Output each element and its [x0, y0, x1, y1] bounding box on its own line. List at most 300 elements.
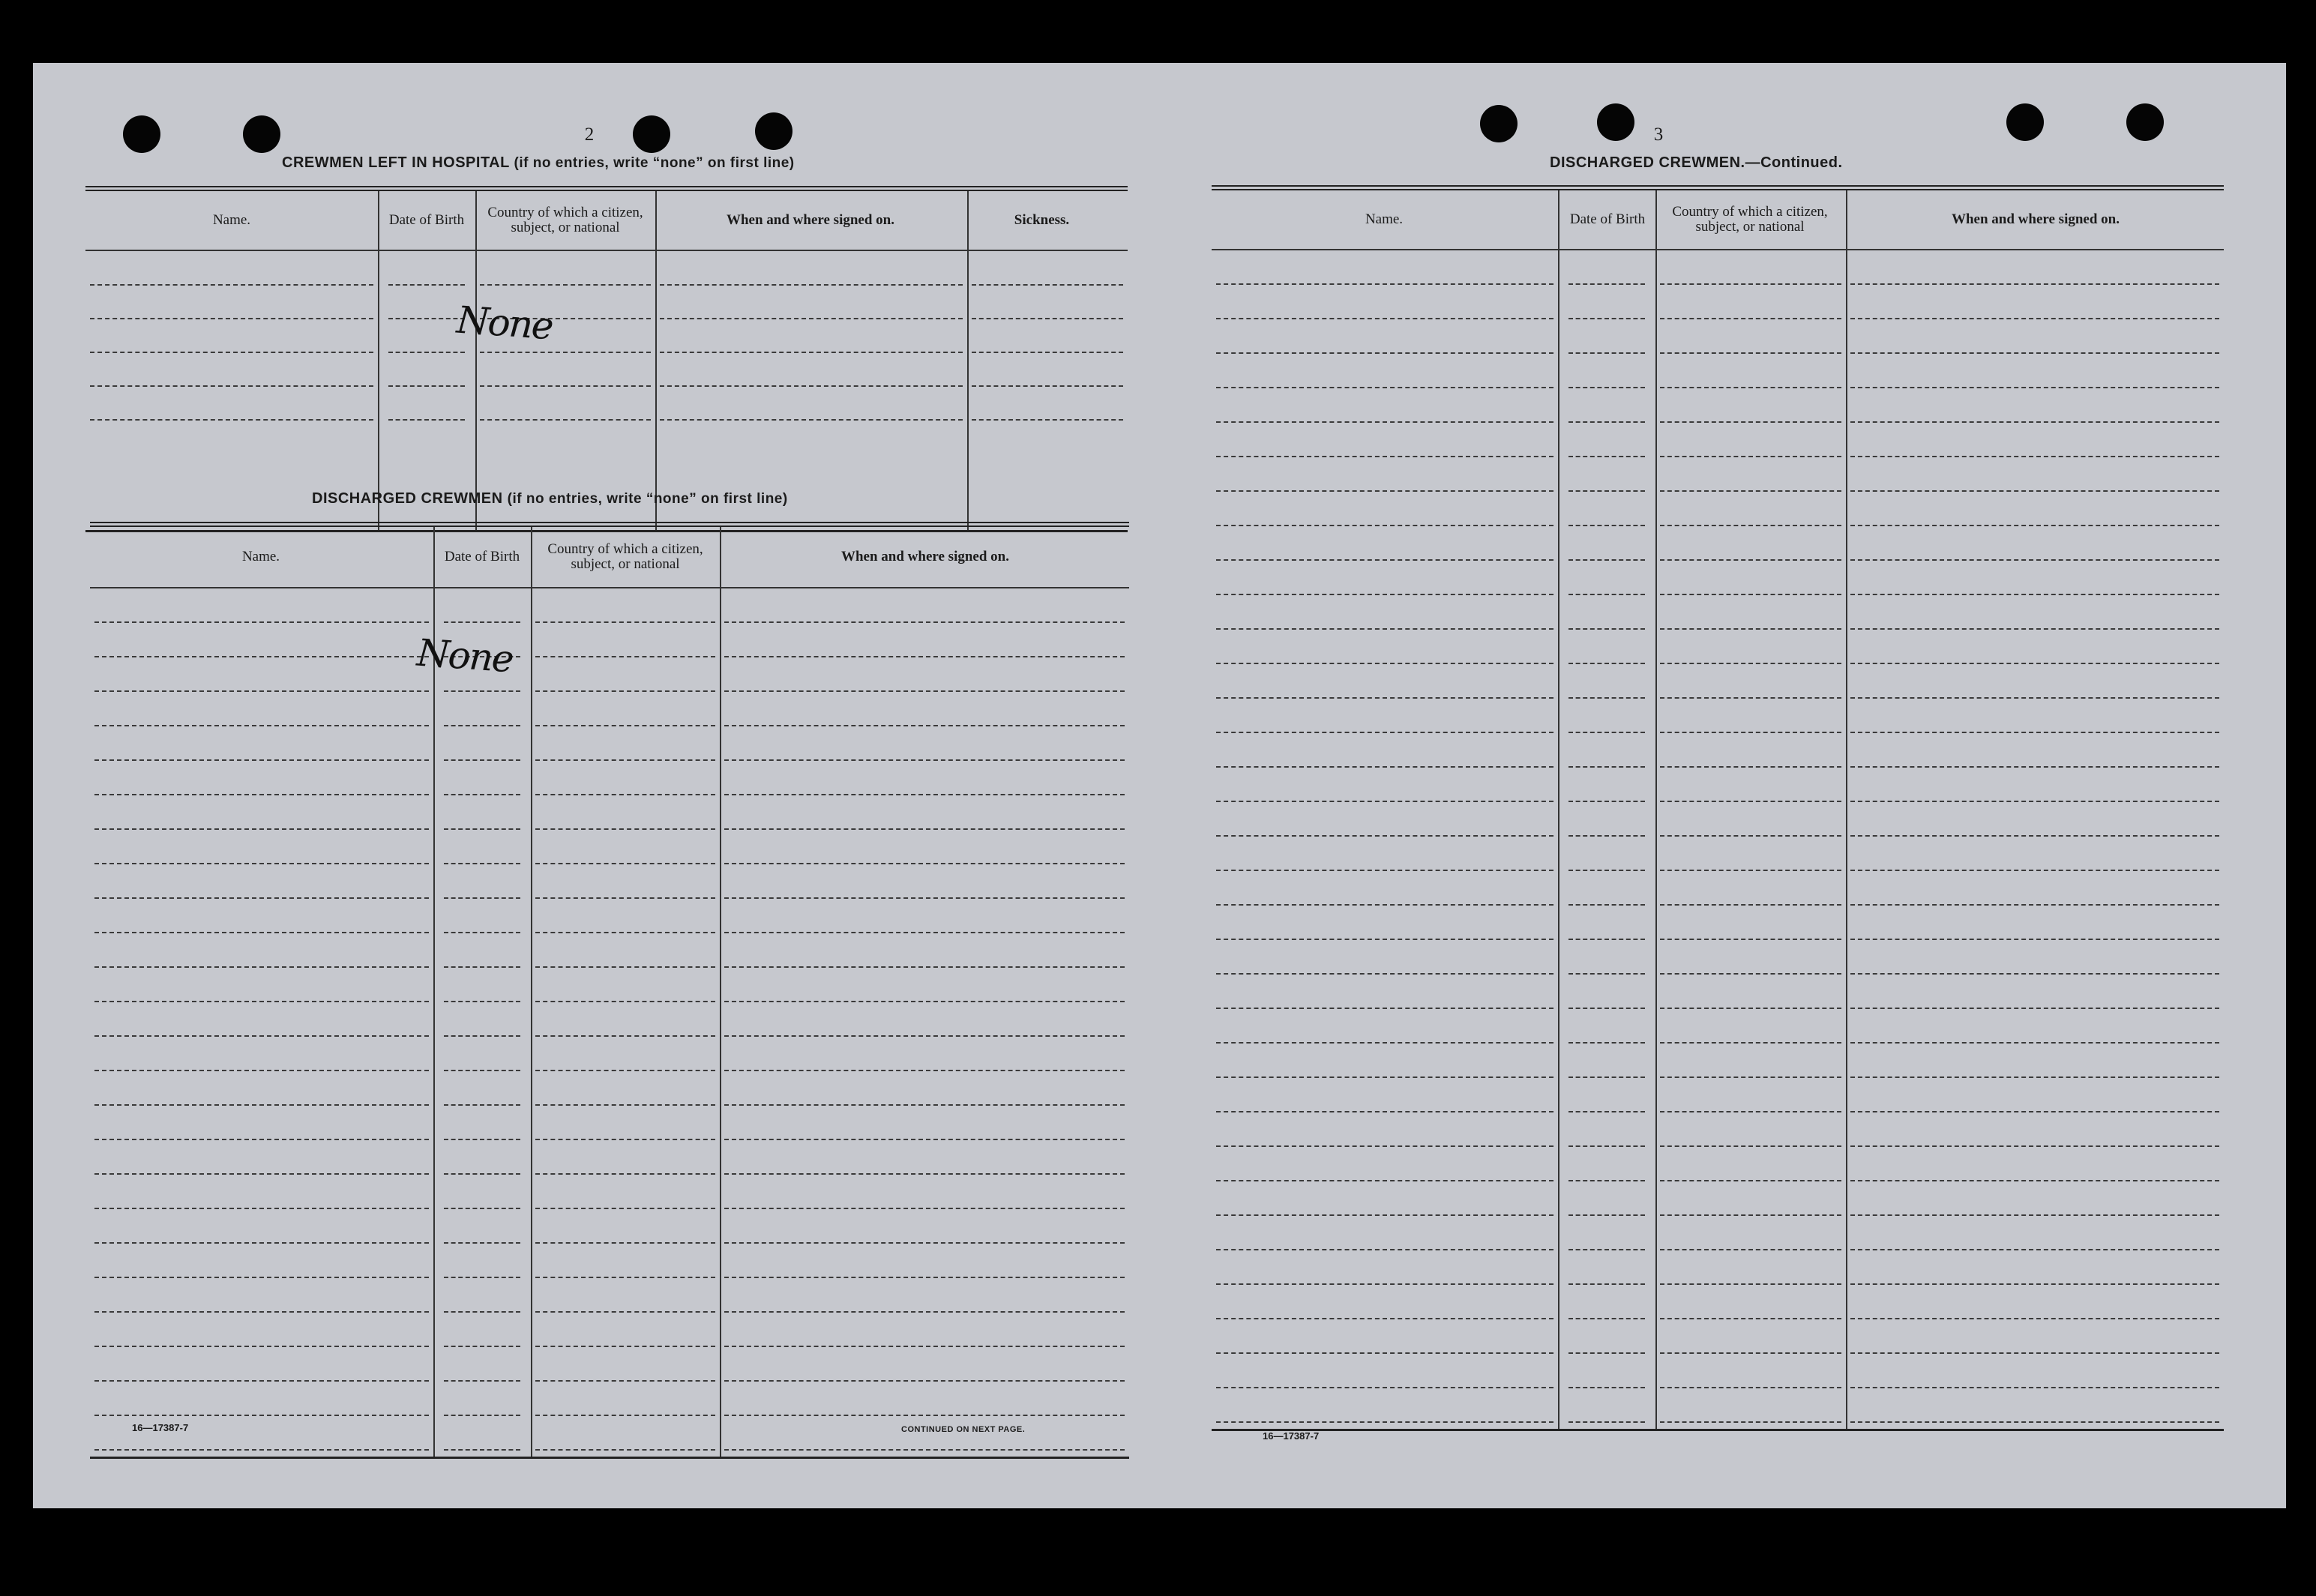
ruled-line — [535, 1242, 715, 1244]
page-2 — [33, 63, 1158, 1508]
hospital-section-title — [282, 154, 795, 172]
ruled-line — [1216, 456, 1553, 457]
col-header-sickness: Sickness. — [1014, 212, 1070, 228]
ruled-line — [1660, 697, 1841, 699]
ruled-line — [444, 1415, 520, 1416]
ruled-line — [1660, 1421, 1841, 1423]
col-header-dob: Date of Birth — [1569, 211, 1646, 227]
ruled-line — [1850, 387, 2219, 388]
ruled-line — [535, 1311, 715, 1313]
ruled-line — [1568, 387, 1645, 388]
ruled-line — [444, 1173, 520, 1175]
ruled-line — [1568, 318, 1645, 319]
ruled-line — [1216, 1352, 1553, 1354]
ruled-line — [724, 966, 1125, 968]
ruled-line — [388, 385, 465, 387]
ruled-line — [1216, 732, 1553, 733]
ruled-line — [535, 1139, 715, 1140]
ruled-line — [444, 1139, 520, 1140]
form-code: 16—17387-7 — [1263, 1430, 1320, 1442]
ruled-line — [94, 690, 429, 692]
handwritten-entry: None — [455, 298, 554, 349]
ruled-line — [535, 690, 715, 692]
hospital-title-text: CREWMEN LEFT IN HOSPITAL — [282, 154, 510, 171]
ruled-line — [90, 352, 373, 353]
ruled-line — [94, 1415, 429, 1416]
ruled-line — [1850, 318, 2219, 319]
ruled-line — [535, 621, 715, 623]
ruled-line — [444, 1070, 520, 1071]
discharged-title-text: DISCHARGED CREWMEN — [312, 490, 503, 507]
ruled-line — [1660, 1145, 1841, 1147]
ruled-line — [94, 1035, 429, 1037]
ruled-line — [972, 419, 1123, 421]
ruled-line — [94, 759, 429, 761]
ruled-line — [444, 1208, 520, 1209]
ruled-line — [972, 352, 1123, 353]
ruled-line — [1568, 490, 1645, 492]
ruled-line — [724, 932, 1125, 933]
ruled-line — [1850, 421, 2219, 423]
ruled-line — [724, 1035, 1125, 1037]
ruled-line — [94, 863, 429, 864]
header-rule — [85, 250, 1128, 251]
ruled-line — [1568, 283, 1645, 285]
ruled-line — [724, 1242, 1125, 1244]
ruled-line — [1850, 1387, 2219, 1388]
discharged-table — [90, 522, 1129, 1457]
ruled-line — [972, 318, 1123, 319]
ruled-line — [1660, 801, 1841, 802]
ruled-line — [1216, 628, 1553, 630]
ruled-line — [480, 284, 651, 286]
ruled-line — [535, 759, 715, 761]
ruled-line — [1850, 594, 2219, 595]
ruled-line — [1216, 870, 1553, 871]
ruled-line — [388, 318, 465, 319]
ruled-line — [724, 794, 1125, 795]
ruled-line — [1660, 1387, 1841, 1388]
form-code: 16—17387-7 — [132, 1422, 189, 1433]
ruled-line — [1850, 904, 2219, 906]
ruled-line — [94, 1380, 429, 1382]
ruled-line — [90, 385, 373, 387]
punch-hole — [1480, 105, 1518, 142]
ruled-line — [1568, 835, 1645, 837]
ruled-line — [94, 1104, 429, 1106]
ruled-line — [535, 932, 715, 933]
ruled-line — [1660, 870, 1841, 871]
ruled-line — [444, 1449, 520, 1451]
ruled-line — [1660, 594, 1841, 595]
ruled-line — [660, 318, 963, 319]
punch-hole — [123, 115, 160, 153]
ruled-line — [1850, 1180, 2219, 1181]
header-rule — [90, 587, 1129, 588]
ruled-line — [1850, 1076, 2219, 1078]
ruled-line — [535, 794, 715, 795]
discharged-continued-table — [1212, 185, 2224, 1429]
ruled-line — [90, 419, 373, 421]
ruled-line — [972, 385, 1123, 387]
ruled-line — [724, 1208, 1125, 1209]
ruled-line — [1216, 939, 1553, 940]
ruled-line — [1216, 352, 1553, 354]
ruled-line — [1850, 1249, 2219, 1250]
ruled-line — [535, 1277, 715, 1278]
col-header-signed-on: When and where signed on. — [840, 549, 1009, 564]
ruled-line — [1216, 1283, 1553, 1285]
ruled-line — [535, 1449, 715, 1451]
ruled-line — [1568, 1042, 1645, 1044]
ruled-line — [1216, 801, 1553, 802]
ruled-line — [480, 385, 651, 387]
ruled-line — [480, 419, 651, 421]
ruled-line — [94, 1449, 429, 1451]
ruled-line — [1850, 525, 2219, 526]
ruled-line — [444, 897, 520, 899]
ruled-line — [94, 621, 429, 623]
ruled-line — [724, 828, 1125, 830]
ruled-line — [1216, 490, 1553, 492]
ruled-line — [1568, 559, 1645, 561]
ruled-line — [1216, 559, 1553, 561]
ruled-line — [1568, 973, 1645, 975]
ruled-line — [724, 1380, 1125, 1382]
ruled-line — [1660, 1352, 1841, 1354]
ruled-line — [444, 1277, 520, 1278]
ruled-line — [94, 656, 429, 657]
ruled-line — [724, 1070, 1125, 1071]
ruled-line — [1660, 559, 1841, 561]
ruled-line — [1850, 1214, 2219, 1216]
ruled-line — [535, 1380, 715, 1382]
ruled-line — [724, 1346, 1125, 1347]
ruled-line — [444, 1001, 520, 1002]
col-header-name: Name. — [1365, 211, 1404, 227]
ruled-line — [724, 1277, 1125, 1278]
continued-note: CONTINUED ON NEXT PAGE. — [901, 1425, 1026, 1434]
ruled-line — [1850, 801, 2219, 802]
ruled-line — [444, 759, 520, 761]
ruled-line — [1850, 1283, 2219, 1285]
ruled-line — [1660, 525, 1841, 526]
ruled-line — [1216, 594, 1553, 595]
col-header-country: Country of which a citizen, subject, or national — [1672, 204, 1828, 235]
ruled-line — [1568, 870, 1645, 871]
ruled-line — [1568, 1249, 1645, 1250]
ruled-line — [535, 897, 715, 899]
ruled-line — [1660, 421, 1841, 423]
ruled-line — [1568, 1318, 1645, 1319]
ruled-line — [1216, 283, 1553, 285]
page-number: 3 — [1653, 124, 1664, 145]
ruled-line — [94, 1139, 429, 1140]
ruled-line — [1568, 525, 1645, 526]
ruled-line — [444, 1035, 520, 1037]
ruled-line — [444, 932, 520, 933]
ruled-line — [1850, 456, 2219, 457]
header-rule — [1212, 249, 2224, 250]
ruled-line — [1216, 1008, 1553, 1009]
ruled-line — [1660, 490, 1841, 492]
ruled-line — [1660, 904, 1841, 906]
punch-hole — [755, 112, 792, 150]
ruled-line — [1660, 283, 1841, 285]
ruled-line — [1568, 594, 1645, 595]
ruled-line — [660, 419, 963, 421]
ruled-line — [94, 1208, 429, 1209]
ruled-line — [1216, 421, 1553, 423]
ruled-line — [1568, 1214, 1645, 1216]
ruled-line — [1568, 801, 1645, 802]
ruled-line — [1216, 663, 1553, 664]
col-header-name: Name. — [212, 212, 251, 228]
ruled-line — [1660, 732, 1841, 733]
ruled-line — [1850, 628, 2219, 630]
punch-hole — [2006, 103, 2044, 141]
col-header-dob: Date of Birth — [388, 212, 465, 228]
ruled-line — [660, 385, 963, 387]
ruled-line — [1660, 352, 1841, 354]
ruled-line — [1660, 973, 1841, 975]
ruled-line — [535, 1346, 715, 1347]
ruled-line — [724, 1001, 1125, 1002]
ruled-line — [1216, 904, 1553, 906]
col-header-name: Name. — [241, 549, 280, 564]
ruled-line — [1850, 697, 2219, 699]
ruled-line — [94, 1242, 429, 1244]
ruled-line — [94, 932, 429, 933]
ruled-line — [90, 284, 373, 286]
ruled-line — [444, 828, 520, 830]
ruled-line — [1568, 1145, 1645, 1147]
ruled-line — [1850, 1318, 2219, 1319]
ruled-line — [444, 621, 520, 623]
ruled-line — [1216, 1111, 1553, 1112]
ruled-line — [724, 897, 1125, 899]
ruled-line — [660, 352, 963, 353]
ruled-line — [1660, 387, 1841, 388]
ruled-line — [1660, 1249, 1841, 1250]
ruled-line — [1216, 1076, 1553, 1078]
ruled-line — [1568, 766, 1645, 768]
col-header-signed-on: When and where signed on. — [1951, 211, 2120, 227]
ruled-line — [1660, 1283, 1841, 1285]
ruled-line — [1850, 766, 2219, 768]
ruled-line — [724, 1311, 1125, 1313]
ruled-line — [535, 1035, 715, 1037]
ruled-line — [1660, 766, 1841, 768]
ruled-line — [1216, 387, 1553, 388]
punch-hole — [2126, 103, 2164, 141]
ruled-line — [94, 1311, 429, 1313]
ruled-line — [1568, 1180, 1645, 1181]
hospital-title-note: (if no entries, write “none” on first line) — [514, 155, 795, 171]
ruled-line — [660, 284, 963, 286]
ruled-line — [1850, 1421, 2219, 1423]
page-3 — [1158, 63, 2286, 1508]
ruled-line — [1568, 697, 1645, 699]
ruled-line — [1568, 1076, 1645, 1078]
ruled-line — [1568, 1283, 1645, 1285]
ruled-line — [1216, 1180, 1553, 1181]
ruled-line — [535, 1001, 715, 1002]
ruled-line — [90, 318, 373, 319]
ruled-line — [1850, 1042, 2219, 1044]
ruled-line — [1568, 1008, 1645, 1009]
ruled-line — [1850, 1008, 2219, 1009]
ruled-line — [1568, 663, 1645, 664]
ruled-line — [94, 1173, 429, 1175]
ruled-line — [1660, 663, 1841, 664]
page-number: 2 — [584, 124, 595, 145]
ruled-line — [724, 1415, 1125, 1416]
ruled-line — [1216, 1421, 1553, 1423]
ruled-line — [972, 284, 1123, 286]
ruled-line — [1216, 973, 1553, 975]
ruled-line — [1568, 1111, 1645, 1112]
ruled-line — [444, 794, 520, 795]
ruled-line — [1568, 421, 1645, 423]
ruled-line — [1216, 1318, 1553, 1319]
ruled-line — [1568, 1387, 1645, 1388]
ruled-line — [1850, 283, 2219, 285]
ruled-line — [724, 725, 1125, 726]
ruled-line — [1660, 1111, 1841, 1112]
ruled-line — [535, 966, 715, 968]
ruled-line — [94, 1070, 429, 1071]
ruled-line — [1660, 1318, 1841, 1319]
ruled-line — [1568, 1352, 1645, 1354]
ruled-line — [1216, 1042, 1553, 1044]
ruled-line — [94, 725, 429, 726]
ruled-line — [535, 656, 715, 657]
ruled-line — [1850, 352, 2219, 354]
ruled-line — [535, 1208, 715, 1209]
ruled-line — [535, 1104, 715, 1106]
ruled-line — [1216, 1249, 1553, 1250]
ruled-line — [1216, 318, 1553, 319]
discharged-section-title — [312, 490, 788, 508]
discharged-continued-title: DISCHARGED CREWMEN.—Continued. — [1550, 154, 1843, 171]
ruled-line — [535, 863, 715, 864]
discharged-title-note: (if no entries, write “none” on first line) — [507, 491, 788, 507]
punch-hole — [243, 115, 280, 153]
ruled-line — [1660, 835, 1841, 837]
document-scan — [33, 63, 2286, 1508]
hospital-table — [85, 186, 1128, 530]
ruled-line — [1850, 939, 2219, 940]
ruled-line — [1568, 352, 1645, 354]
ruled-line — [388, 352, 465, 353]
ruled-line — [444, 1380, 520, 1382]
ruled-line — [1660, 1214, 1841, 1216]
ruled-line — [94, 1346, 429, 1347]
ruled-line — [1660, 1180, 1841, 1181]
col-header-country: Country of which a citizen, subject, or national — [547, 541, 703, 572]
ruled-line — [724, 621, 1125, 623]
ruled-line — [1568, 939, 1645, 940]
ruled-line — [1660, 1076, 1841, 1078]
ruled-line — [444, 725, 520, 726]
ruled-line — [1568, 732, 1645, 733]
ruled-line — [1216, 697, 1553, 699]
ruled-line — [724, 690, 1125, 692]
ruled-line — [388, 284, 465, 286]
col-header-signed-on: When and where signed on. — [726, 212, 894, 228]
ruled-line — [724, 1139, 1125, 1140]
ruled-line — [94, 794, 429, 795]
ruled-line — [1850, 1352, 2219, 1354]
ruled-line — [94, 1001, 429, 1002]
handwritten-entry: None — [415, 630, 514, 681]
ruled-line — [444, 1346, 520, 1347]
ruled-line — [1216, 1387, 1553, 1388]
ruled-line — [724, 656, 1125, 657]
ruled-line — [535, 828, 715, 830]
ruled-line — [444, 966, 520, 968]
ruled-line — [1216, 835, 1553, 837]
ruled-line — [1216, 1145, 1553, 1147]
ruled-line — [1660, 628, 1841, 630]
ruled-line — [724, 1449, 1125, 1451]
ruled-line — [535, 1173, 715, 1175]
ruled-line — [535, 1070, 715, 1071]
ruled-line — [1660, 1042, 1841, 1044]
ruled-line — [1850, 663, 2219, 664]
ruled-line — [1216, 525, 1553, 526]
ruled-line — [1216, 1214, 1553, 1216]
ruled-line — [94, 828, 429, 830]
ruled-line — [444, 1311, 520, 1313]
ruled-line — [1850, 1111, 2219, 1112]
ruled-line — [535, 725, 715, 726]
ruled-line — [480, 352, 651, 353]
ruled-line — [1850, 1145, 2219, 1147]
col-header-dob: Date of Birth — [444, 549, 520, 564]
ruled-line — [388, 419, 465, 421]
ruled-line — [1850, 732, 2219, 733]
ruled-line — [1850, 490, 2219, 492]
ruled-line — [724, 863, 1125, 864]
ruled-line — [1850, 559, 2219, 561]
ruled-line — [1660, 939, 1841, 940]
ruled-line — [724, 759, 1125, 761]
ruled-line — [1660, 318, 1841, 319]
ruled-line — [444, 1242, 520, 1244]
ruled-line — [94, 1277, 429, 1278]
ruled-line — [444, 1104, 520, 1106]
ruled-line — [724, 1104, 1125, 1106]
ruled-line — [1660, 1008, 1841, 1009]
ruled-line — [1850, 973, 2219, 975]
ruled-line — [444, 863, 520, 864]
ruled-line — [1850, 870, 2219, 871]
ruled-line — [1568, 1421, 1645, 1423]
col-header-country: Country of which a citizen, subject, or national — [487, 205, 643, 235]
punch-hole — [1597, 103, 1634, 141]
ruled-line — [1216, 766, 1553, 768]
ruled-line — [444, 690, 520, 692]
ruled-line — [94, 966, 429, 968]
ruled-line — [1850, 835, 2219, 837]
ruled-line — [94, 897, 429, 899]
punch-hole — [633, 115, 670, 153]
ruled-line — [535, 1415, 715, 1416]
ruled-line — [1568, 628, 1645, 630]
ruled-line — [1568, 456, 1645, 457]
